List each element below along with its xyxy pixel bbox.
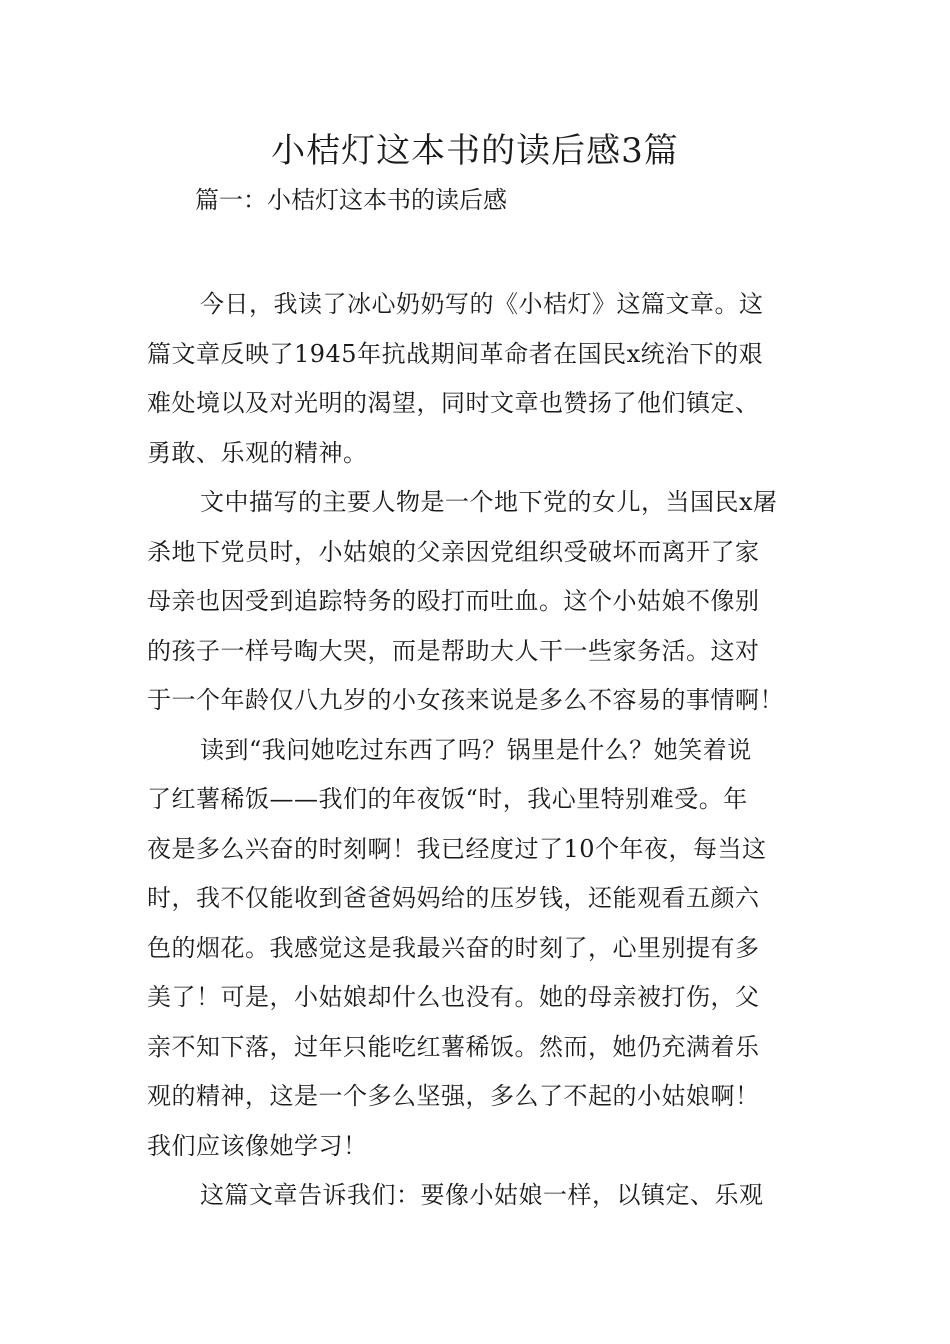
paragraph-line: 色的烟花。我感觉这是我最兴奋的时刻了，心里别提有多	[147, 933, 760, 962]
paragraph-3	[147, 726, 809, 1172]
paragraph-line: 美了！可是，小姑娘却什么也没有。她的母亲被打伤，父	[147, 983, 760, 1011]
document-subtitle: 篇一：小桔灯这本书的读后感	[195, 186, 507, 214]
paragraph-line: 我们应该像她学习！	[147, 1131, 368, 1160]
paragraph-line: 勇敢、乐观的精神。	[147, 438, 368, 467]
paragraph-line: 杀地下党员时，小姑娘的父亲因党组织受破坏而离开了家	[147, 537, 760, 566]
paragraph-line: 篇文章反映了1945年抗战期间革命者在国民x统治下的艰	[147, 339, 764, 368]
paragraph-line: 于一个年龄仅八九岁的小女孩来说是多么不容易的事情啊！	[147, 686, 784, 714]
paragraph-line: 这篇文章告诉我们：要像小姑娘一样，以镇定、乐观	[200, 1181, 764, 1209]
document-title: 小桔灯这本书的读后感3篇	[271, 131, 679, 171]
paragraph-line: 了红薯稀饭——我们的年夜饭“时，我心里特别难受。年	[147, 785, 748, 813]
paragraph-line: 读到“我问她吃过东西了吗？锅里是什么？她笑着说	[200, 735, 752, 764]
paragraph-line: 亲不知下落，过年只能吃红薯稀饭。然而，她仍充满着乐	[147, 1032, 760, 1061]
paragraph-4	[147, 1171, 809, 1221]
paragraph-line: 文中描写的主要人物是一个地下党的女儿，当国民x屠	[200, 488, 778, 516]
paragraph-line: 时，我不仅能收到爸爸妈妈给的压岁钱，还能观看五颜六	[147, 884, 760, 912]
paragraph-line: 的孩子一样号啕大哭，而是帮助大人干一些家务活。这对	[147, 636, 760, 665]
paragraph-line: 母亲也因受到追踪特务的殴打而吐血。这个小姑娘不像别	[147, 587, 760, 615]
paragraph-line: 今日，我读了冰心奶奶写的《小桔灯》这篇文章。这	[200, 290, 764, 318]
paragraph-1	[147, 280, 809, 478]
document-body	[147, 280, 809, 1221]
paragraph-line: 观的精神，这是一个多么坚强，多么了不起的小姑娘啊！	[147, 1082, 760, 1110]
paragraph-2	[147, 478, 809, 726]
paragraph-line: 夜是多么兴奋的时刻啊！我已经度过了10个年夜，每当这	[147, 834, 767, 863]
paragraph-line: 难处境以及对光明的渴望，同时文章也赞扬了他们镇定、	[147, 389, 760, 417]
